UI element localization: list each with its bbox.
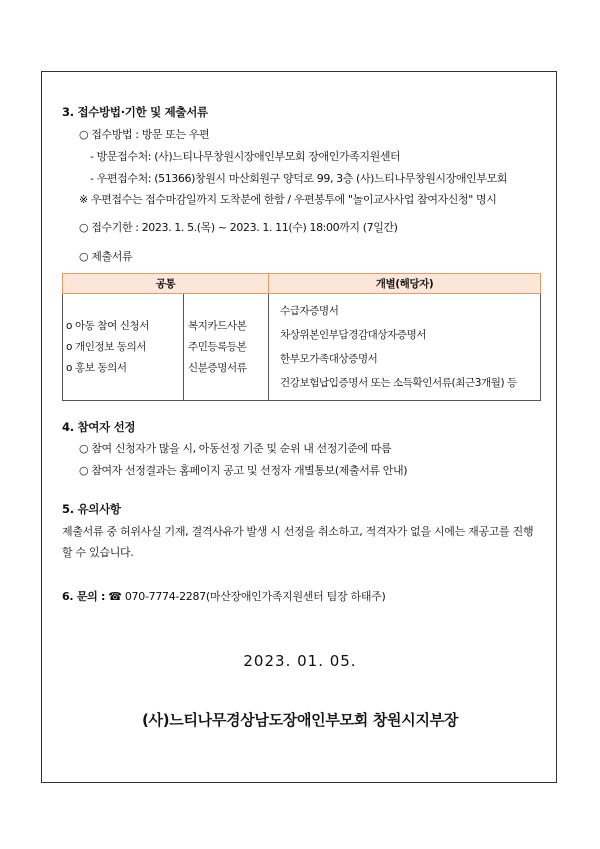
selection-notice: ○ 참여자 선정결과는 홈페이지 공고 및 선정자 개별통보(제출서류 안내) [79,464,408,477]
list-item: 차상위본인부담경감대상자증명서 [280,329,427,341]
contact-info: 070-7774-2287(마산장애인가족지원센터 팀장 하태주) [124,590,386,603]
mail-note: ※ 우편접수는 접수마감일까지 도착분에 한함 / 우편봉투에 "놀이교사사업 참여자신청" 명시 [79,193,497,206]
list-item: o 홍보 동의서 [66,361,127,374]
header-individual: 개별(해당자) [269,274,541,294]
selection-criteria: ○ 참여 신청자가 많을 시, 아동선정 기준 및 순위 내 선정기준에 따름 [79,442,392,455]
common-ids [184,294,269,401]
list-item: o 아동 참여 신청서 [66,319,150,332]
submission-period: ○ 접수기한 : 2023. 1. 5.(목) ~ 2023. 1. 11(수) 18:00까지 (7일간) [79,221,398,234]
list-item: o 개인정보 동의서 [66,340,147,353]
list-item: 신분증명서류 [188,361,247,374]
section3-heading: 3. 접수방법·기한 및 제출서류 [62,105,208,119]
caution-text: 제출서류 중 허위사실 기재, 결격사유가 발생 시 선정을 취소하고, 적격자가 없을 시에는 재공고를 진행 할 수 있습니다. [62,525,534,559]
section4-heading: 4. 참여자 선정 [62,420,136,434]
submission-method: ○ 접수방법 : 방문 또는 우편 [79,128,210,141]
visit-address: - 방문접수처: (사)느티나무창원시장애인부모회 장애인가족지원센터 [90,150,401,163]
list-item: 주민등록등본 [188,340,247,353]
common-forms [63,294,184,401]
header-common: 공통 [63,274,269,294]
list-item: 건강보험납입증명서 또는 소득확인서류(최근3개월) 등 [280,377,517,389]
documents-label: ○ 제출서류 [79,250,133,263]
organization-signature: (사)느티나무경상남도장애인부모회 창원시지부장 [141,711,459,729]
list-item: 한부모가족대상증명서 [280,353,378,365]
inquiry-line [62,588,385,604]
section5-heading: 5. 유의사항 [62,502,121,516]
section6-heading: 6. 문의 : [62,590,106,603]
mail-address: - 우편접수처: (51366)창원시 마산회원구 양덕로 99, 3층 (사)느티나무창원시장애인부모회 [90,172,508,185]
list-item: 복지카드사본 [188,319,247,332]
individual-docs [269,294,541,401]
document-date: 2023. 01. 05. [243,652,357,670]
phone-icon: ☎ [108,590,122,603]
list-item: 수급자증명서 [280,305,339,317]
documents-table [62,273,541,401]
